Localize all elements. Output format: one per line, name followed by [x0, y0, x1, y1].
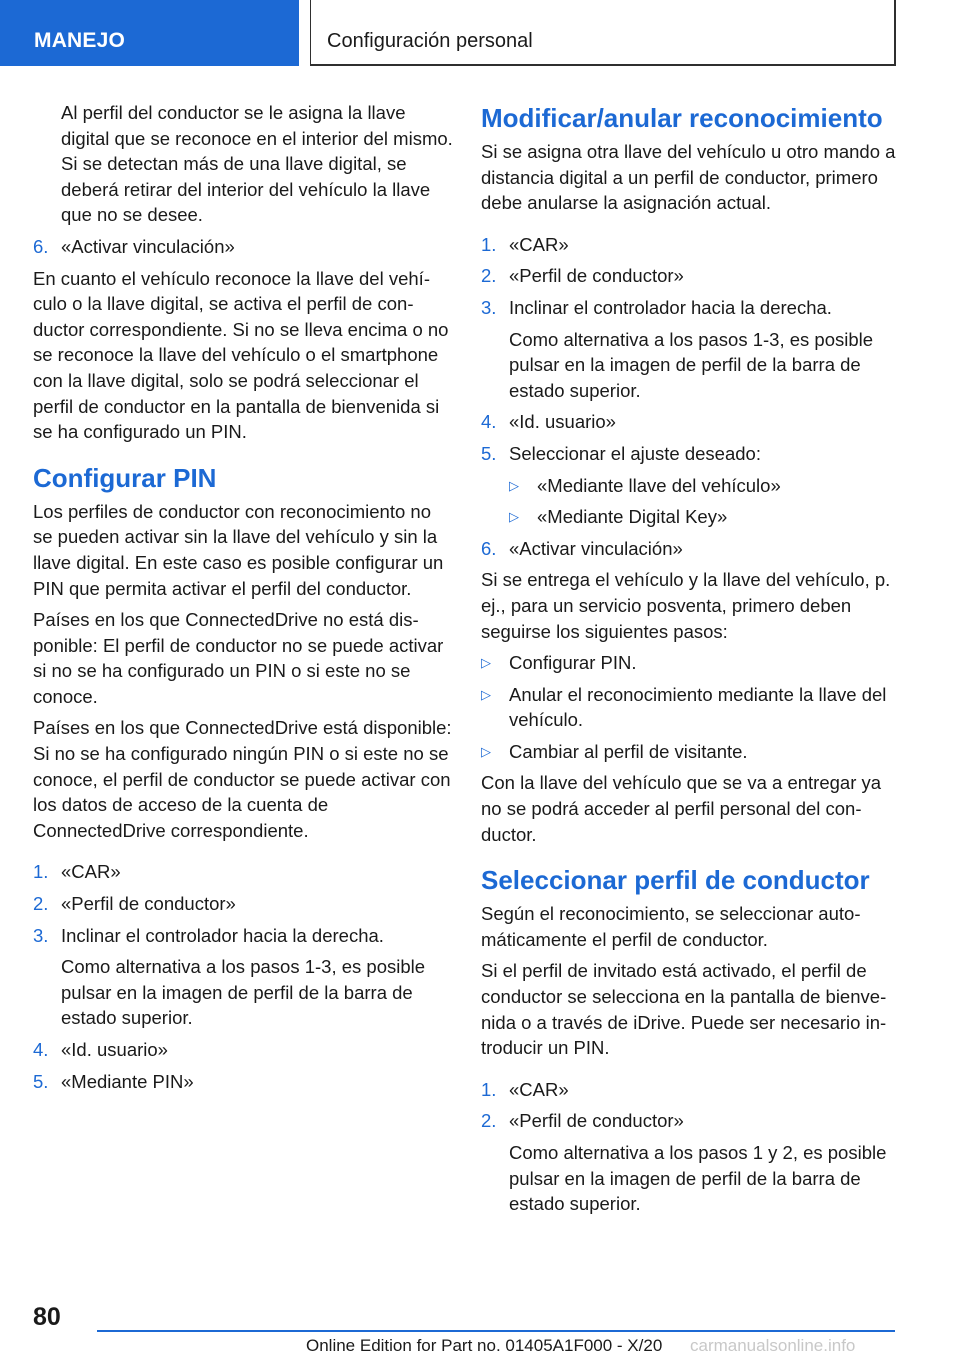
- triangle-bullet-icon: ▷: [481, 655, 491, 671]
- list-text: Seleccionar el ajuste deseado:: [509, 442, 761, 464]
- list-item: [33, 891, 453, 917]
- body-paragraph: Los perfiles de conductor con reconocimiento no se pueden activar sin la llave del vehículo y sin la llave digital. En este caso es posible configurar un PIN que permita activar el perfil del conductor.: [33, 500, 444, 599]
- triangle-bullet-icon: ▷: [481, 686, 491, 702]
- list-text: «Perfil de conductor»: [509, 265, 684, 287]
- body-paragraph: Con la llave del vehículo que se va a entregar ya no se podrá acceder al perfil personal del conductor.: [481, 772, 882, 845]
- list-number: 3.: [33, 924, 49, 946]
- section-heading: Modificar/anular reconocimiento: [481, 103, 883, 133]
- step-note: Como alternativa a los pasos 1 y 2, es posible pulsar en la imagen de perfil de la barra de estado superior.: [509, 1142, 887, 1215]
- left-column: [33, 100, 453, 1100]
- body-paragraph: En cuanto el vehículo reconoce la llave del vehículo o la llave digital, se activa el perfil de conductor correspondiente. Si no se lleva encima o no se reconoce la llave del vehículo o el smartphone con la llave digital, solo se podrá seleccionar el perfil de conductor en la pantalla de bienvenida si se ha configurado un PIN.: [33, 267, 449, 443]
- bullet-text: Configurar PIN.: [509, 652, 637, 674]
- list-text: «Id. usuario»: [509, 411, 616, 433]
- list-text: «Activar vinculación»: [509, 537, 683, 559]
- edition-text: Online Edition for Part no. 01405A1F000 - X/20: [306, 1336, 663, 1355]
- bullet-item: [481, 650, 901, 676]
- steps-list: [481, 232, 901, 562]
- triangle-bullet-icon: ▷: [509, 477, 519, 493]
- list-text: «Activar vinculación»: [61, 235, 235, 257]
- list-item: [33, 1037, 453, 1063]
- chapter-title: Configuración personal: [327, 30, 533, 52]
- right-column: [481, 100, 901, 1223]
- list-number: 1.: [481, 233, 497, 255]
- section-heading: Seleccionar perfil de conductor: [481, 865, 870, 896]
- list-text: «Mediante PIN»: [61, 1070, 194, 1092]
- list-text: «CAR»: [509, 1078, 569, 1100]
- body-paragraph: Según el reconocimiento, se seleccionar automáticamente el perfil de conductor.: [481, 903, 861, 950]
- list-text: «CAR»: [61, 861, 121, 883]
- list-number: 5.: [33, 1070, 49, 1092]
- list-text: Inclinar el controlador hacia la derecha.: [61, 924, 384, 946]
- steps-list: [33, 859, 453, 1094]
- page-number: 80: [33, 1303, 61, 1331]
- bullet-item: [481, 739, 901, 765]
- body-paragraph: Si se entrega el vehículo y la llave del vehículo, p. ej., para un servicio posventa, primero deben seguirse los siguientes pasos:: [481, 569, 891, 642]
- list-number: 3.: [481, 296, 497, 318]
- list-item: [33, 1069, 453, 1095]
- intro-paragraph: Al perfil del conductor se le asigna la llave digital que se reconoce en el interior del mismo. Si se detectan más de una llave digital, se deberá retirar del interior del vehículo la llave que no se desee.: [61, 102, 453, 226]
- list-text: Inclinar el controlador hacia la derecha.: [509, 296, 832, 318]
- body-paragraph: Países en los que ConnectedDrive no está disponible: El perfil de conductor no se puede activar si no se ha configurado un PIN o si este no se conoce.: [33, 609, 444, 707]
- section-title: MANEJO: [34, 29, 126, 52]
- list-item: [481, 1108, 901, 1134]
- sub-option-text: «Mediante llave del vehículo»: [537, 474, 781, 496]
- steps-list: [481, 1077, 901, 1217]
- list-text: «Perfil de conductor»: [61, 893, 236, 915]
- list-number: 2.: [33, 893, 49, 915]
- list-number: 6.: [481, 537, 497, 559]
- step-note: Como alternativa a los pasos 1-3, es posible pulsar en la imagen de perfil de la barra de estado superior.: [61, 956, 426, 1029]
- list-number: 1.: [481, 1078, 497, 1100]
- list-item: [33, 234, 453, 260]
- list-item: [33, 923, 453, 949]
- sub-option: [481, 473, 901, 499]
- list-item: [481, 409, 901, 435]
- list-number: 4.: [481, 411, 497, 433]
- list-item: [481, 263, 901, 289]
- footer-divider: [97, 1330, 895, 1332]
- body-paragraph: Si el perfil de invitado está activado, el perfil de conductor se selecciona en la pantalla de bienvenida o a través de iDrive. Puede ser necesario introducir un PIN.: [481, 960, 887, 1059]
- body-paragraph: Países en los que ConnectedDrive está disponible: Si no se ha configurado ningún PIN o si este no se conoce, el perfil de conductor se puede activar con los datos de acceso de la cuenta de ConnectedDrive correspondiente.: [33, 717, 452, 841]
- list-number: 5.: [481, 442, 497, 464]
- bullet-item: [481, 682, 901, 733]
- bullet-text: Cambiar al perfil de visitante.: [509, 740, 748, 762]
- list-number: 2.: [481, 265, 497, 287]
- list-number: 4.: [33, 1039, 49, 1060]
- list-item: [33, 859, 453, 885]
- triangle-bullet-icon: ▷: [481, 743, 491, 759]
- list-item: [481, 232, 901, 258]
- list-text: «CAR»: [509, 233, 569, 255]
- body-paragraph: Si se asigna otra llave del vehículo u otro mando a distancia digital a un perfil de conductor, primero debe anularse la asignación actual.: [481, 141, 896, 214]
- list-number: 1.: [33, 861, 49, 883]
- watermark: carmanualsonline.info: [690, 1336, 856, 1355]
- list-item: [481, 536, 901, 562]
- bullet-text: Anular el reconocimiento mediante la llave del vehículo.: [509, 683, 887, 731]
- section-tab: [0, 0, 299, 66]
- list-number: 6.: [33, 235, 49, 257]
- triangle-bullet-icon: ▷: [509, 509, 519, 525]
- list-item: [481, 441, 901, 467]
- list-text: «Perfil de conductor»: [509, 1110, 684, 1132]
- sub-option: [481, 504, 901, 530]
- list-text: «Id. usuario»: [61, 1039, 168, 1060]
- step-note: Como alternativa a los pasos 1-3, es posible pulsar en la imagen de perfil de la barra de estado superior.: [509, 328, 874, 401]
- list-number: 2.: [481, 1110, 497, 1132]
- list-item: [481, 1077, 901, 1103]
- section-heading: Configurar PIN: [33, 462, 217, 493]
- sub-option-text: «Mediante Digital Key»: [537, 506, 728, 528]
- chapter-tab: [310, 0, 896, 66]
- list-item: [481, 295, 901, 321]
